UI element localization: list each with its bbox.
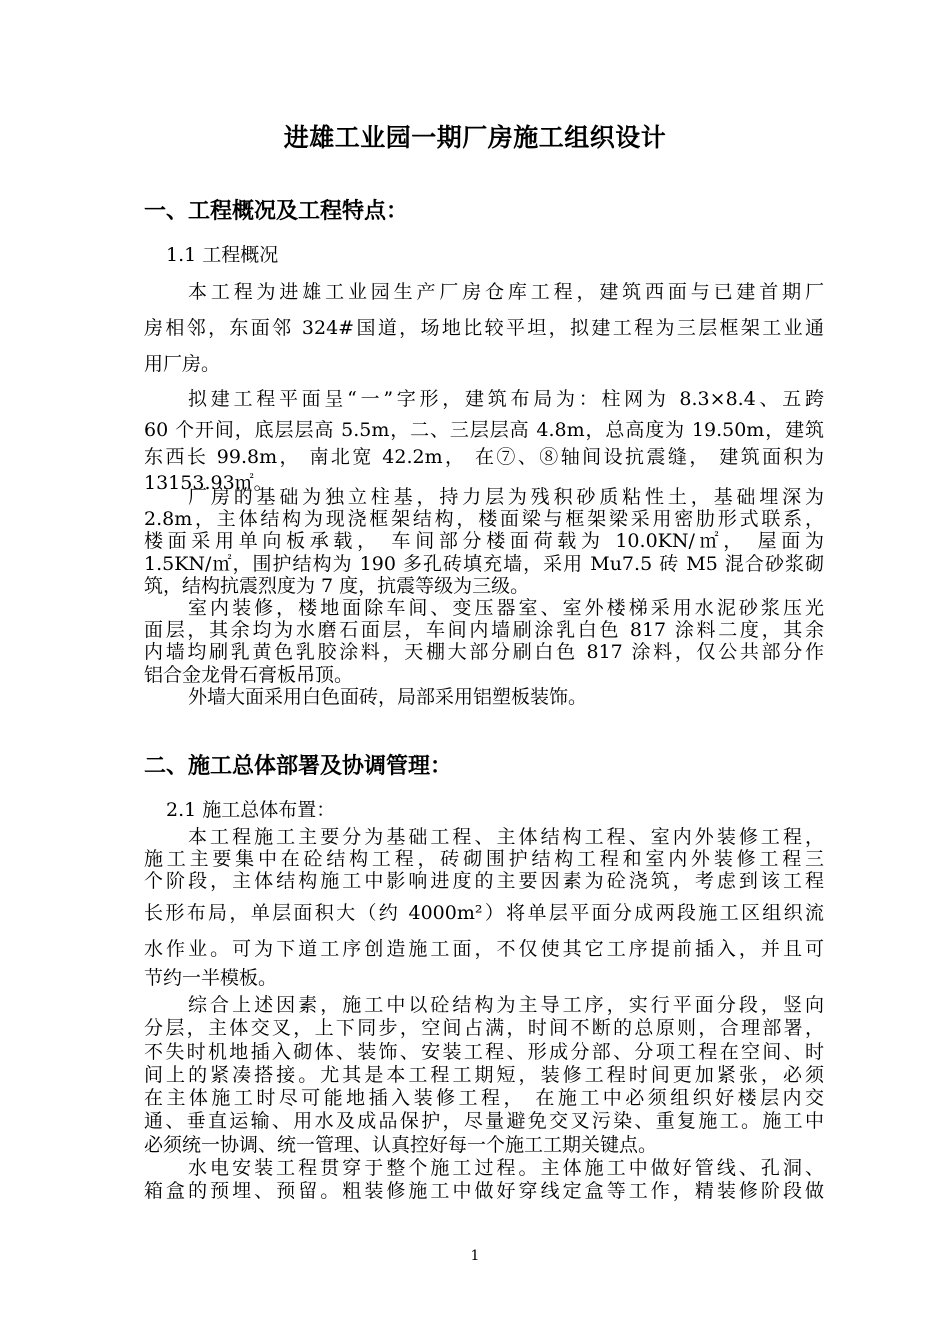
text-line: 铝合金龙骨石膏板吊顶。 <box>144 663 354 686</box>
text-line: 不失时机地插入砌体、装饰、安装工程、形成分部、分项工程在空间、时 <box>144 1040 824 1063</box>
text-line: 东西长 99.8m， 南北宽 42.2m， 在⑦、⑧轴间设抗震缝， 建筑面积为 <box>144 445 824 468</box>
text-line: 内墙均刷乳黄色乳胶涂料，天棚大部分刷白色 817 涂料，仅公共部分作 <box>144 641 824 664</box>
text-line: 本工程为进雄工业园生产厂房仓库工程，建筑西面与已建首期厂 <box>188 281 824 303</box>
text-line: 节约一半模板。 <box>144 966 278 989</box>
section-2-heading: 二、施工总体部署及协调管理： <box>144 754 453 779</box>
text-line: 用厂房。 <box>144 353 221 375</box>
text-line: 间上的紧凑搭接。尤其是本工程工期短，装修工程时间更加紧张，必须 <box>144 1063 824 1086</box>
section-1-paragraph-4 <box>144 597 824 686</box>
text-line: 房相邻，东面邻 324#国道，场地比较平坦，拟建工程为三层框架工业通 <box>144 317 824 339</box>
text-line: 本工程施工主要分为基础工程、主体结构工程、室内外装修工程， <box>188 826 824 848</box>
text-line: 13153.93㎡。 <box>144 472 273 494</box>
page-number: 1 <box>470 1248 480 1264</box>
text-line: 施工主要集中在砼结构工程，砖砌围护结构工程和室内外装修工程三 <box>144 848 824 871</box>
text-line: 长形布局，单层面积大（约 4000m²）将单层平面分成两段施工区组织流 <box>144 901 824 924</box>
section-2-paragraph-1 <box>144 826 824 989</box>
text-line: 必须统一协调、统一管理、认真控好每一个施工工期关键点。 <box>144 1133 658 1156</box>
section-2-paragraph-3 <box>144 1157 824 1204</box>
text-line: 个阶段，主体结构施工中影响进度的主要因素为砼浇筑，考虑到该工程 <box>144 870 824 893</box>
section-1-paragraph-5 <box>144 686 824 708</box>
section-1-heading: 一、工程概况及工程特点： <box>144 199 409 224</box>
text-line: 在主体施工时尽可能地插入装修工程， 在施工中必须组织好楼层内交 <box>144 1087 824 1110</box>
text-line: 1.5KN/㎡，围护结构为 190 多孔砖填充墙，采用 Mu7.5 砖 M5 混合砂浆砌 <box>144 552 824 575</box>
text-line: 箱盒的预埋、预留。粗装修施工中做好穿线定盒等工作，精装修阶段做 <box>144 1180 824 1203</box>
section-1-paragraph-3 <box>144 486 824 597</box>
text-line: 外墙大面采用白色面砖，局部采用铝塑板装饰。 <box>188 686 588 708</box>
text-line: 水电安装工程贯穿于整个施工过程。主体施工中做好管线、孔洞、 <box>188 1157 824 1179</box>
text-line: 楼面采用单向板承载， 车间部分楼面荷载为 10.0KN/㎡， 屋面为 <box>144 530 824 553</box>
text-line: 通、垂直运输、用水及成品保护，尽量避免交叉污染、重复施工。施工中 <box>144 1110 824 1133</box>
section-2-1-subheading: 2.1 施工总体布置： <box>166 799 336 821</box>
text-line: 2.8m，主体结构为现浇框架结构，楼面梁与框架梁采用密肋形式联系， <box>144 508 824 531</box>
text-line: 面层，其余均为水磨石面层，车间内墙刷涂乳白色 817 涂料二度，其余 <box>144 619 824 642</box>
section-2-paragraph-2 <box>144 994 824 1157</box>
text-line: 综合上述因素，施工中以砼结构为主导工序，实行平面分段，竖向 <box>188 994 824 1016</box>
text-line: 60 个开间，底层层高 5.5m，二、三层层高 4.8m，总高度为 19.50m，建筑 <box>144 419 824 441</box>
document-title: 进雄工业园一期厂房施工组织设计 <box>283 123 667 152</box>
text-line: 分层，主体交叉，上下同步，空间占满，时间不断的总原则，合理部署， <box>144 1017 824 1040</box>
text-line: 水作业。可为下道工序创造施工面，不仅使其它工序提前插入，并且可 <box>144 937 824 960</box>
section-1-paragraph-1 <box>144 274 824 382</box>
section-1-1-subheading: 1.1 工程概况 <box>166 244 279 266</box>
text-line: 拟建工程平面呈“一”字形，建筑布局为：柱网为 8.3×8.4、五跨 <box>188 388 824 410</box>
section-1-paragraph-2 <box>144 381 824 497</box>
text-line: 室内装修，楼地面除车间、变压器室、室外楼梯采用水泥砂浆压光 <box>188 597 824 619</box>
text-line: 厂房的基础为独立柱基，持力层为残积砂质粘性土，基础埋深为 <box>188 486 824 508</box>
text-line: 筑，结构抗震烈度为 7 度，抗震等级为三级。 <box>144 574 530 597</box>
